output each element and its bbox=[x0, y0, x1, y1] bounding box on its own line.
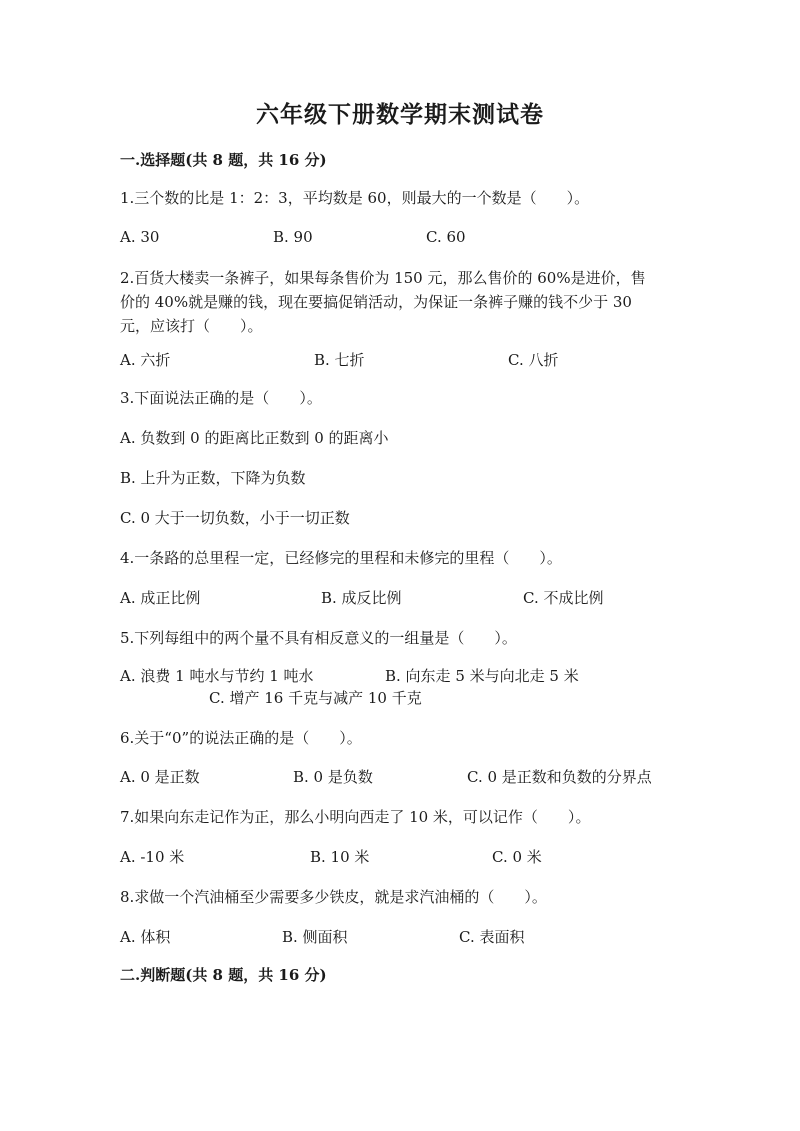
section-heading-judgement: 二.判断题(共 8 题，共 16 分) bbox=[120, 966, 327, 984]
q1-option-b: B. 90 bbox=[273, 228, 313, 246]
section-heading-choice: 一.选择题(共 8 题，共 16 分) bbox=[120, 151, 327, 169]
question-3: 3.下面说法正确的是（ ）。 bbox=[120, 389, 322, 407]
question-2-line-1: 2.百货大楼卖一条裤子，如果每条售价为 150 元，那么售价的 60%是进价，售 bbox=[120, 269, 646, 287]
question-2 bbox=[120, 266, 680, 338]
q4-option-a: A. 成正比例 bbox=[120, 589, 201, 607]
question-1: 1.三个数的比是 1：2：3，平均数是 60，则最大的一个数是（ ）。 bbox=[120, 189, 590, 207]
question-7: 7.如果向东走记作为正，那么小明向西走了 10 米，可以记作（ ）。 bbox=[120, 808, 591, 826]
q2-option-b: B. 七折 bbox=[314, 351, 365, 369]
q7-option-b: B. 10 米 bbox=[310, 848, 370, 866]
q5-option-b: B. 向东走 5 米与向北走 5 米 bbox=[385, 667, 579, 685]
page-title: 六年级下册数学期末测试卷 bbox=[256, 101, 544, 128]
q2-option-a: A. 六折 bbox=[120, 351, 171, 369]
question-6: 6.关于“0”的说法正确的是（ ）。 bbox=[120, 729, 362, 747]
q5-option-c: C. 增产 16 千克与减产 10 千克 bbox=[209, 689, 422, 707]
question-5: 5.下列每组中的两个量不具有相反意义的一组量是（ ）。 bbox=[120, 629, 517, 647]
q3-option-c: C. 0 大于一切负数，小于一切正数 bbox=[120, 509, 350, 527]
question-2-line-3: 元，应该打（ ）。 bbox=[120, 317, 263, 335]
q8-option-b: B. 侧面积 bbox=[282, 928, 348, 946]
q8-option-a: A. 体积 bbox=[120, 928, 171, 946]
q3-option-a: A. 负数到 0 的距离比正数到 0 的距离小 bbox=[120, 429, 389, 447]
q1-option-c: C. 60 bbox=[426, 228, 466, 246]
q8-option-c: C. 表面积 bbox=[459, 928, 525, 946]
q3-option-b: B. 上升为正数，下降为负数 bbox=[120, 469, 306, 487]
question-8: 8.求做一个汽油桶至少需要多少铁皮，就是求汽油桶的（ ）。 bbox=[120, 888, 547, 906]
question-2-line-2: 价的 40%就是赚的钱，现在要搞促销活动，为保证一条裤子赚的钱不少于 30 bbox=[120, 293, 632, 311]
q6-option-b: B. 0 是负数 bbox=[293, 768, 373, 786]
q4-option-b: B. 成反比例 bbox=[321, 589, 402, 607]
q2-option-c: C. 八折 bbox=[508, 351, 559, 369]
q4-option-c: C. 不成比例 bbox=[523, 589, 604, 607]
question-4: 4.一条路的总里程一定，已经修完的里程和未修完的里程（ ）。 bbox=[120, 549, 562, 567]
q6-option-c: C. 0 是正数和负数的分界点 bbox=[467, 768, 652, 786]
q5-option-a: A. 浪费 1 吨水与节约 1 吨水 bbox=[120, 667, 314, 685]
q1-option-a: A. 30 bbox=[120, 228, 160, 246]
q6-option-a: A. 0 是正数 bbox=[120, 768, 200, 786]
q7-option-c: C. 0 米 bbox=[492, 848, 542, 866]
q7-option-a: A. -10 米 bbox=[120, 848, 185, 866]
